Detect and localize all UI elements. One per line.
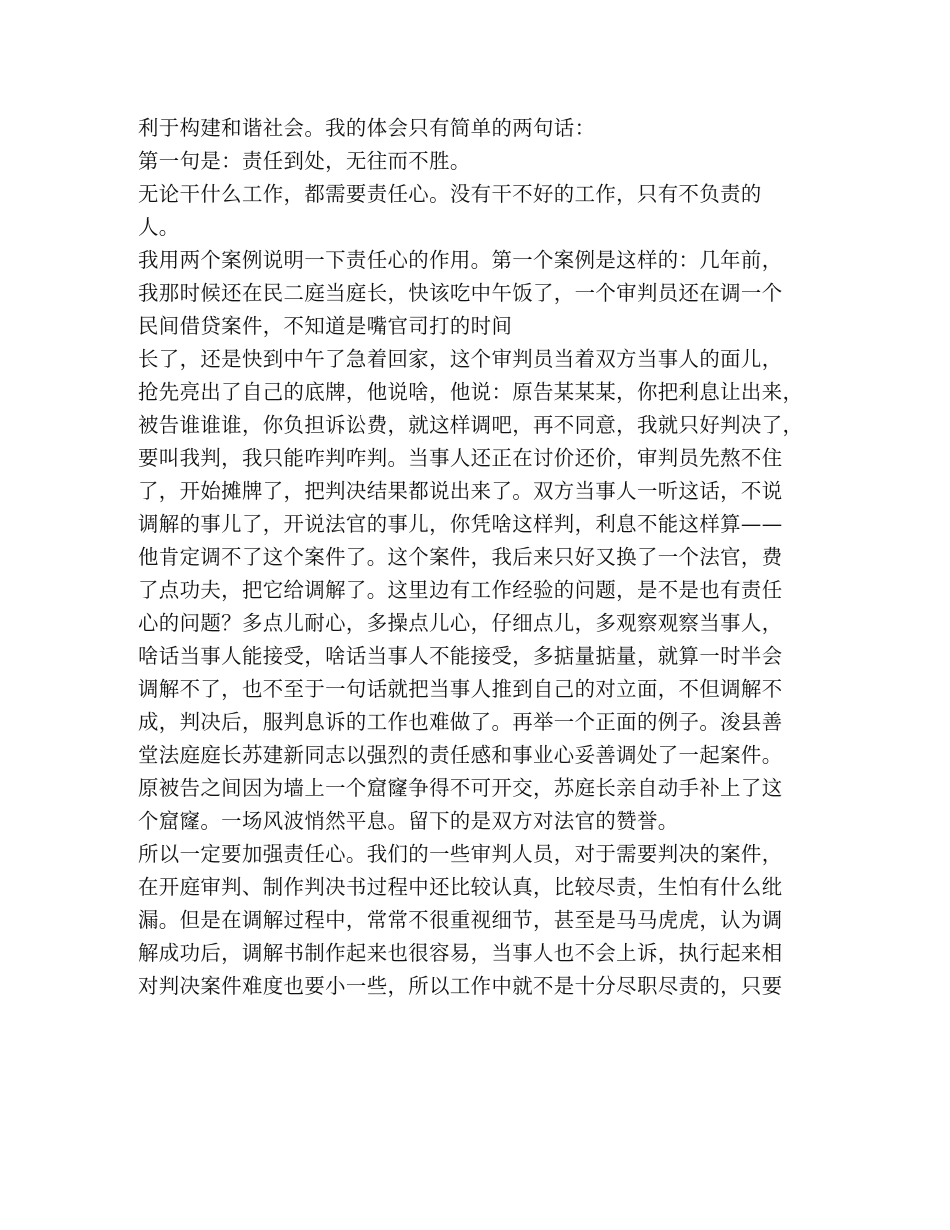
text-line: 要叫我判，我只能咋判咋判。当事人还正在讨价还价，审判员先熬不住 — [138, 446, 783, 470]
text-line: 原被告之间因为墙上一个窟窿争得不可开交，苏庭长亲自动手补上了这 — [138, 776, 783, 800]
text-line: 他肯定调不了这个案件了。这个案件，我后来只好又换了一个法官，费 — [138, 545, 783, 569]
text-line: 无论干什么工作，都需要责任心。没有干不好的工作，只有不负责的 — [138, 182, 762, 206]
text-line: 解成功后，调解书制作起来也很容易，当事人也不会上诉，执行起来相 — [138, 941, 783, 965]
text-line: 第一句是：责任到处，无往而不胜。 — [138, 149, 471, 173]
body-text — [138, 112, 828, 1003]
text-line: 长了，还是快到中午了急着回家，这个审判员当着双方当事人的面儿， — [138, 347, 783, 371]
text-line: 啥话当事人能接受，啥话当事人不能接受，多掂量掂量，就算一时半会 — [138, 644, 783, 668]
text-line: 了，开始摊牌了，把判决结果都说出来了。双方当事人一听这话，不说 — [138, 479, 783, 503]
text-line: 在开庭审判、制作判决书过程中还比较认真，比较尽责，生怕有什么纰 — [138, 875, 783, 899]
text-line: 心的问题？多点儿耐心，多操点儿心，仔细点儿，多观察观察当事人， — [138, 611, 783, 635]
text-line: 我用两个案例说明一下责任心的作用。第一个案例是这样的：几年前， — [138, 248, 783, 272]
text-line: 所以一定要加强责任心。我们的一些审判人员，对于需要判决的案件， — [138, 842, 783, 866]
text-line: 被告谁谁谁，你负担诉讼费，就这样调吧，再不同意，我就只好判决了， — [138, 413, 804, 437]
text-line: 成，判决后，服判息诉的工作也难做了。再举一个正面的例子。浚县善 — [138, 710, 783, 734]
text-line: 利于构建和谐社会。我的体会只有简单的两句话： — [138, 116, 596, 140]
text-line: 了点功夫，把它给调解了。这里边有工作经验的问题，是不是也有责任 — [138, 578, 783, 602]
text-line: 个窟窿。一场风波悄然平息。留下的是双方对法官的赞誉。 — [138, 809, 679, 833]
text-line: 我那时候还在民二庭当庭长，快该吃中午饭了，一个审判员还在调一个 — [138, 281, 783, 305]
text-line: 民间借贷案件，不知道是嘴官司打的时间 — [138, 314, 513, 338]
text-line: 堂法庭庭长苏建新同志以强烈的责任感和事业心妥善调处了一起案件。 — [138, 743, 783, 767]
text-line: 调解的事儿了，开说法官的事儿，你凭啥这样判，利息不能这样算—— — [138, 512, 783, 536]
text-line: 对判决案件难度也要小一些，所以工作中就不是十分尽职尽责的，只要 — [138, 974, 783, 998]
text-line: 漏。但是在调解过程中，常常不很重视细节，甚至是马马虎虎，认为调 — [138, 908, 783, 932]
text-line: 抢先亮出了自己的底牌，他说啥，他说：原告某某某，你把利息让出来， — [138, 380, 804, 404]
text-line: 调解不了，也不至于一句话就把当事人推到自己的对立面，不但调解不 — [138, 677, 783, 701]
text-line: 人。 — [138, 215, 180, 239]
